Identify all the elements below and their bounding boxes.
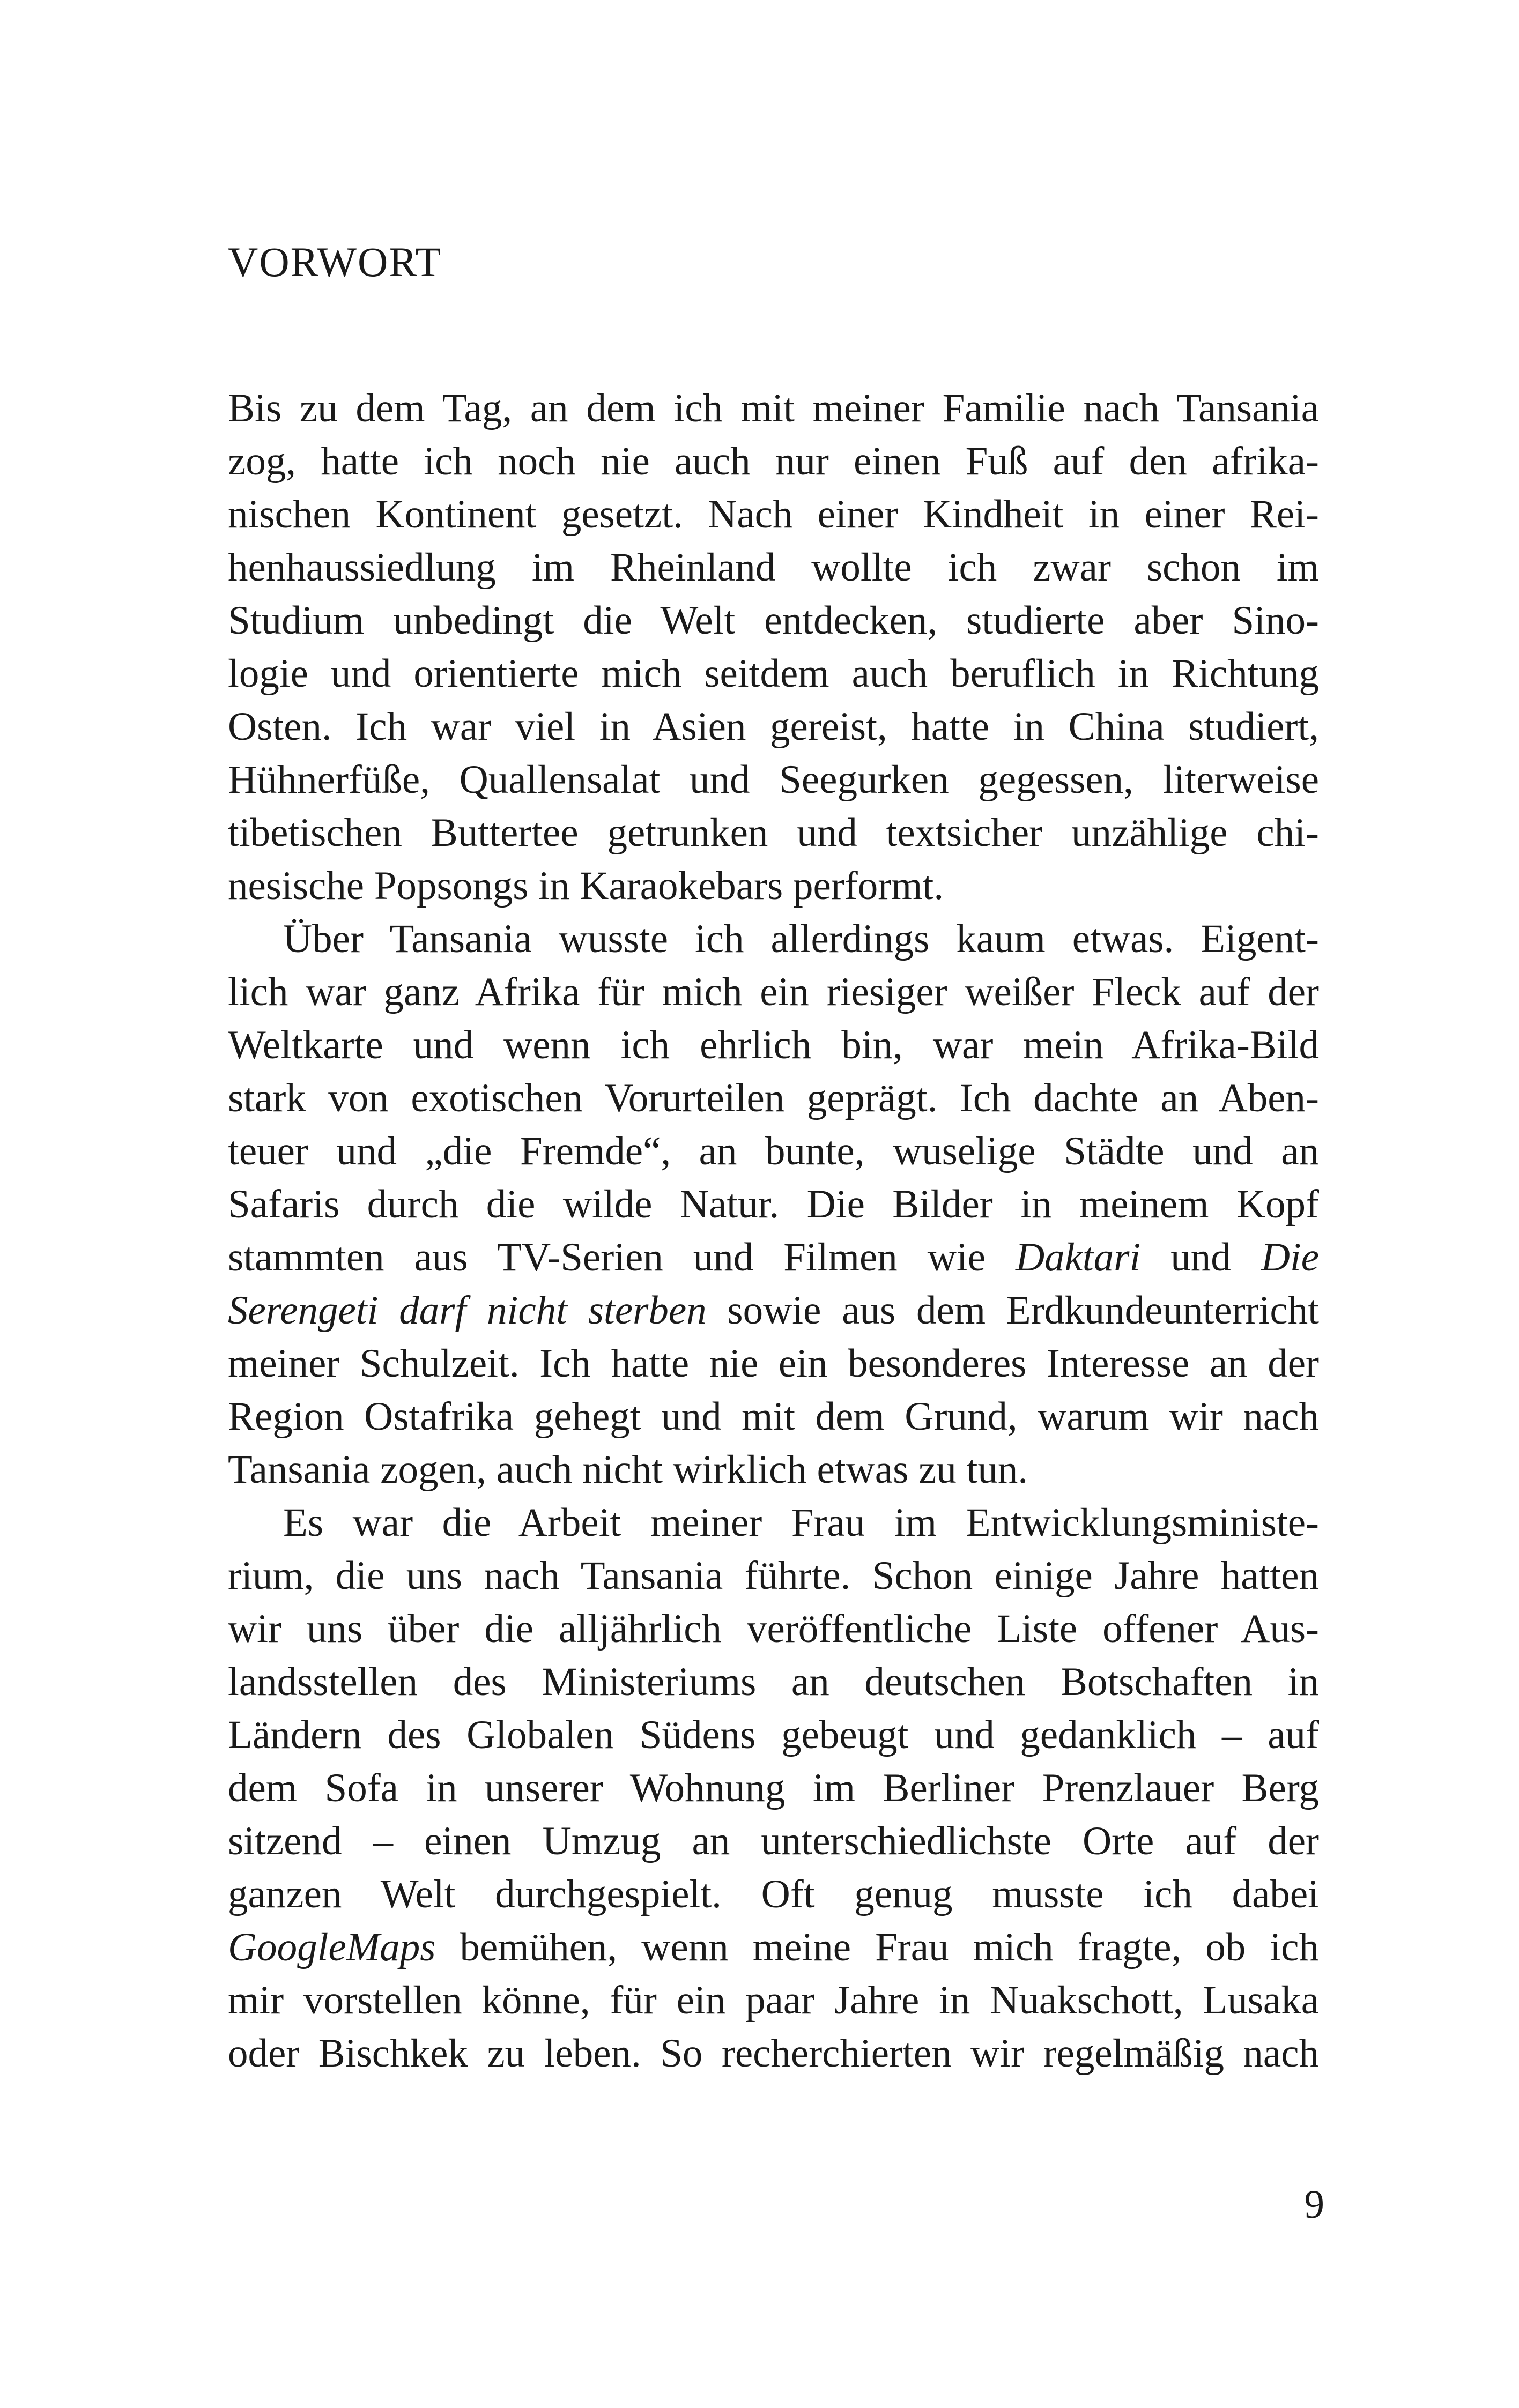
chapter-heading: VORWORT (228, 239, 442, 285)
text-line: Ländern des Globalen Südens gebeugt und gedanklich – auf (228, 1713, 1319, 1757)
text-line: Über Tansania wusste ich allerdings kaum etwas. Eigent- (283, 917, 1319, 961)
text-line: mir vorstellen könne, für ein paar Jahre in Nuakschott, Lusaka (228, 1978, 1319, 2023)
text-line: Serengeti darf nicht sterben sowie aus dem Erdkundeunterricht (228, 1288, 1319, 1333)
text-line: landsstellen des Ministeriums an deutschen Botschaften in (228, 1660, 1319, 1704)
text-line: Safaris durch die wilde Natur. Die Bilder in meinem Kopf (228, 1182, 1319, 1227)
text-line: stark von exotischen Vorurteilen geprägt. Ich dachte an Aben- (228, 1076, 1319, 1120)
text-line: Tansania zogen, auch nicht wirklich etwas zu tun. (228, 1447, 1028, 1492)
italic-title: Daktari (1015, 1235, 1141, 1280)
text-line: teuer und „die Fremde“, an bunte, wuselige Städte und an (228, 1129, 1319, 1173)
text-line: Region Ostafrika gehegt und mit dem Grund, warum wir nach (228, 1394, 1319, 1439)
text-line: nesische Popsongs in Karaokebars performt. (228, 864, 944, 908)
text-line: Bis zu dem Tag, an dem ich mit meiner Familie nach Tansania (228, 386, 1319, 430)
text-line: Osten. Ich war viel in Asien gereist, hatte in China studiert, (228, 704, 1319, 749)
text-line: tibetischen Buttertee getrunken und textsicher unzählige chi- (228, 811, 1319, 855)
text-line: stammten aus TV-Serien und Filmen wie Daktari und Die (228, 1235, 1320, 1280)
text-line: Studium unbedingt die Welt entdecken, studierte aber Sino- (228, 598, 1319, 643)
text-line: sitzend – einen Umzug an unterschiedlichste Orte auf der (228, 1819, 1319, 1863)
italic-title: Serengeti darf nicht sterben (228, 1288, 707, 1333)
text-line: Hühnerfüße, Quallensalat und Seegurken gegessen, literweise (228, 757, 1319, 802)
text-line: ganzen Welt durchgespielt. Oft genug musste ich dabei (228, 1872, 1319, 1916)
text-line: oder Bischkek zu leben. So recherchierten wir regelmäßig nach (228, 2031, 1319, 2076)
text-line: Weltkarte und wenn ich ehrlich bin, war mein Afrika-Bild (228, 1023, 1319, 1067)
body-text (228, 382, 1319, 2080)
text-line: meiner Schulzeit. Ich hatte nie ein besonderes Interesse an der (228, 1341, 1319, 1386)
text-line: nischen Kontinent gesetzt. Nach einer Kindheit in einer Rei- (228, 492, 1319, 537)
italic-title: GoogleMaps (228, 1925, 436, 1969)
text-line: lich war ganz Afrika für mich ein riesiger weißer Fleck auf der (228, 970, 1319, 1014)
text-line: henhaussiedlung im Rheinland wollte ich zwar schon im (228, 545, 1319, 590)
text-line: GoogleMaps bemühen, wenn meine Frau mich fragte, ob ich (228, 1925, 1319, 1969)
text-line: dem Sofa in unserer Wohnung im Berliner Prenzlauer Berg (228, 1766, 1319, 1810)
italic-title: Die (1261, 1235, 1320, 1280)
text-line: Es war die Arbeit meiner Frau im Entwicklungsministe- (283, 1500, 1319, 1545)
text-line: zog, hatte ich noch nie auch nur einen Fuß auf den afrika- (228, 439, 1319, 484)
text-line: rium, die uns nach Tansania führte. Schon einige Jahre hatten (228, 1554, 1319, 1598)
text-line: wir uns über die alljährlich veröffentliche Liste offener Aus- (228, 1607, 1319, 1651)
page-number: 9 (1304, 2182, 1324, 2227)
text-line: logie und orientierte mich seitdem auch beruflich in Richtung (228, 651, 1319, 696)
